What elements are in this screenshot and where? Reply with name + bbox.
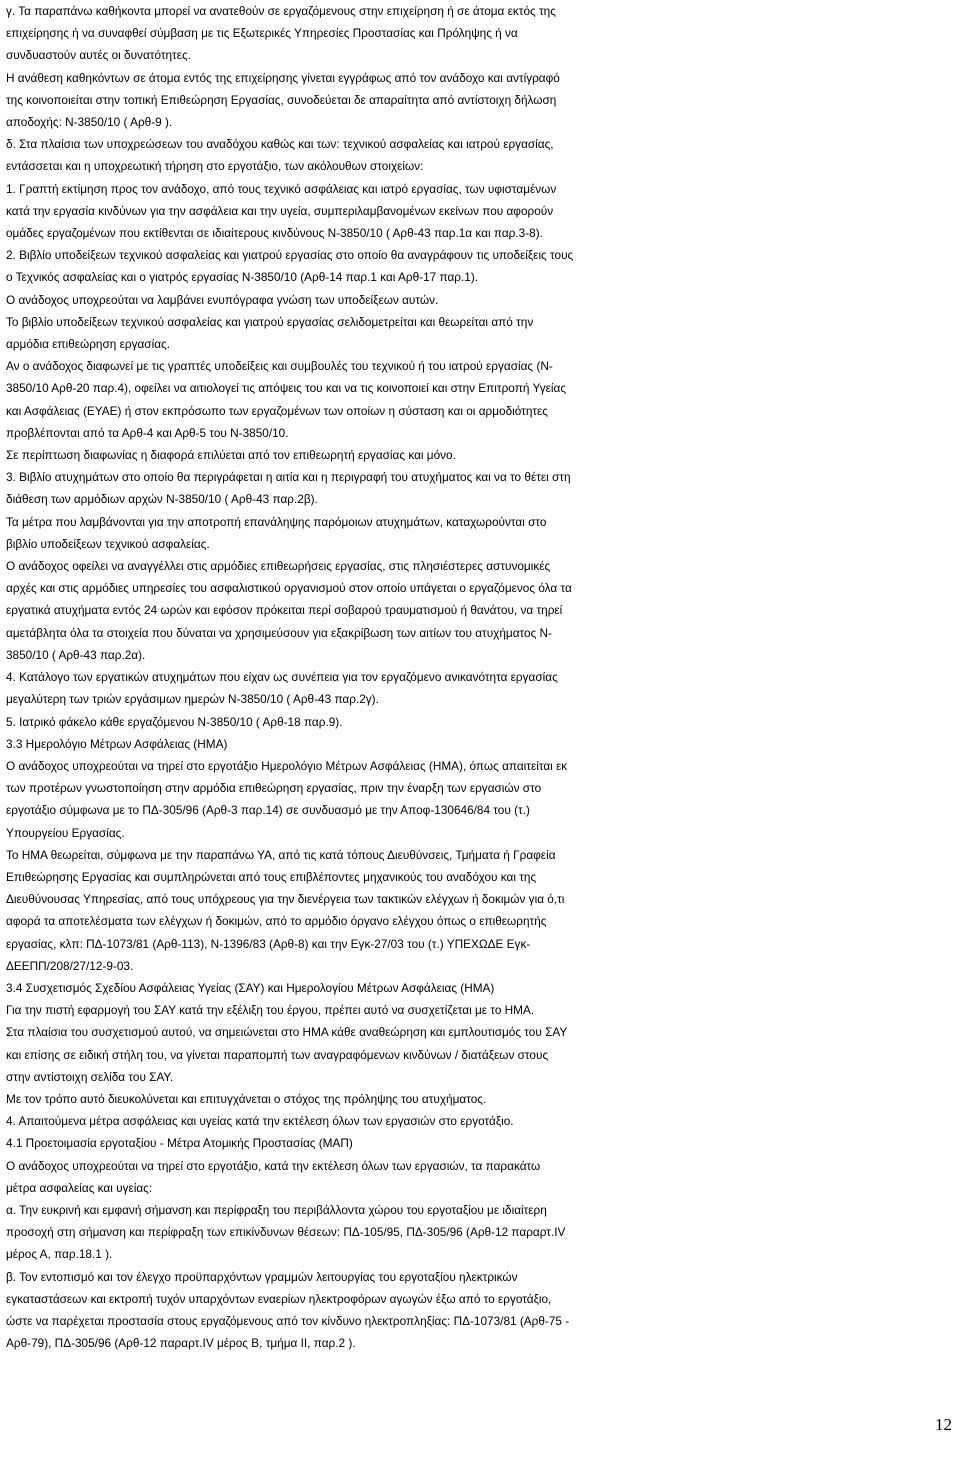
text-line: προσοχή στη σήμανση και περίφραξη των επικίνδυνων θέσεων: ΠΔ-105/95, ΠΔ-305/96 (Αρθ-12 παραρτ.IV — [6, 1225, 566, 1240]
text-line: Τα μέτρα που λαμβάνονται για την αποτροπή επανάληψης παρόμοιων ατυχημάτων, καταχωρούνται στο — [6, 514, 547, 529]
text-line: διάθεση των αρμόδιων αρχών Ν-3850/10 ( Αρθ-43 παρ.2β). — [6, 492, 318, 507]
text-line: Διευθύνουσας Υπηρεσίας, από τους υπόχρεους για την διενέργεια των τακτικών ελέγχων ή δοκιμών για ό,τι — [6, 892, 565, 907]
text-line: εργατικά ατυχήματα εντός 24 ωρών και εφόσον πρόκειται περί σοβαρού τραυματισμού ή θανάτου, να τηρεί — [6, 603, 563, 618]
text-line: Υπουργείου Εργασίας. — [6, 825, 125, 840]
text-line: αρχές και στις αρμόδιες υπηρεσίες του ασφαλιστικού οργανισμού στον οποίο υπάγεται ο εργαζόμενος όλα τα — [6, 581, 572, 596]
text-line: μέτρα ασφαλείας και υγείας: — [6, 1180, 153, 1195]
text-line: Η ανάθεση καθηκόντων σε άτομα εντός της επιχείρησης γίνεται εγγράφως από τον ανάδοχο και αντίγραφό — [6, 70, 560, 85]
text-line: ομάδες εργαζομένων που εκτίθενται σε ιδιαίτερους κινδύνους Ν-3850/10 ( Αρθ-43 παρ.1α και παρ.3-8). — [6, 226, 543, 241]
text-line: Με τον τρόπο αυτό διευκολύνεται και επιτυγχάνεται ο στόχος της πρόληψης του ατυχήματος. — [6, 1091, 487, 1106]
text-line: ΔΕΕΠΠ/208/27/12-9-03. — [6, 958, 134, 973]
text-line: στην αντίστοιχη σελίδα του ΣΑΥ. — [6, 1069, 174, 1084]
page-number: 12 — [935, 1415, 952, 1434]
text-line: αρμόδια επιθεώρηση εργασίας. — [6, 337, 170, 352]
text-line: εργασίας, κλπ: ΠΔ-1073/81 (Αρθ-113), Ν-1396/83 (Αρθ-8) και την Εγκ-27/03 του (τ.) ΥΠΕΧΩΔΕ Εγκ- — [6, 936, 531, 951]
text-line: προβλέπονται από τα Αρθ-4 και Αρθ-5 του Ν-3850/10. — [6, 425, 289, 440]
text-line: 3850/10 Αρθ-20 παρ.4), οφείλει να αιτιολογεί τις απόψεις του και να τις κοινοποιεί και στην Επιτροπή Υγείας — [6, 381, 567, 396]
text-line: δ. Στα πλαίσια των υποχρεώσεων του αναδόχου καθώς και των: τεχνικού ασφαλείας και ιατρού εργασίας, — [6, 137, 554, 152]
text-line: συνδυαστούν αυτές οι δυνατότητες. — [6, 48, 191, 63]
text-line: α. Την ευκρινή και εμφανή σήμανση και περίφραξη του περιβάλλοντα χώρου του εργοταξίου με ιδιαίτερη — [6, 1202, 547, 1217]
text-line: αμετάβλητα όλα τα στοιχεία που δύναται να χρησιμεύσουν για εξακρίβωση των αιτίων του ατυχήματος Ν- — [6, 625, 552, 640]
text-line: 3.4 Συσχετισμός Σχεδίου Ασφάλειας Υγείας (ΣΑΥ) και Ημερολογίου Μέτρων Ασφάλειας (ΗΜΑ) — [6, 980, 495, 995]
text-line: Επιθεώρησης Εργασίας και συμπληρώνεται από τους επιβλέποντες μηχανικούς του αναδόχου και της — [6, 869, 537, 884]
text-line: ο Τεχνικός ασφαλείας και ο γιατρός εργασίας Ν-3850/10 (Αρθ-14 παρ.1 και Αρθ-17 παρ.1). — [6, 270, 479, 285]
text-line: 3.3 Ημερολόγιο Μέτρων Ασφάλειας (ΗΜΑ) — [6, 736, 228, 751]
text-line: εντάσσεται και η υποχρεωτική τήρηση στο εργοτάξιο, των ακόλουθων στοιχείων: — [6, 159, 424, 174]
text-line: εργοτάξιο σύμφωνα με το ΠΔ-305/96 (Αρθ-3 παρ.14) σε συνδυασμό με την Αποφ-130646/84 του (τ.) — [6, 803, 530, 818]
text-line: 5. Ιατρικό φάκελο κάθε εργαζόμενου Ν-3850/10 ( Αρθ-18 παρ.9). — [6, 714, 343, 729]
text-line: β. Τον εντοπισμό και τον έλεγχο προϋπαρχόντων γραμμών λειτουργίας του εργοταξίου ηλεκτρικών — [6, 1269, 518, 1284]
text-line: κατά την εργασία κινδύνων για την ασφάλεια και την υγεία, συμπεριλαμβανομένων εκείνων που αφορούν — [6, 203, 554, 218]
text-line: 2. Βιβλίο υποδείξεων τεχνικού ασφαλείας και γιατρού εργασίας στο οποίο θα αναγράφουν τις υποδείξεις τους — [6, 248, 574, 263]
text-line: Ο ανάδοχος υποχρεούται να λαμβάνει ενυπόγραφα γνώση των υποδείξεων αυτών. — [6, 292, 439, 307]
document-page — [6, 0, 956, 1354]
text-line: ώστε να παρέχεται προστασία στους εργαζόμενους από τον κίνδυνο ηλεκτροπληξίας: ΠΔ-1073/81 (Αρθ-75 - — [6, 1313, 570, 1328]
text-line: Αρθ-79), ΠΔ-305/96 (Αρθ-12 παραρτ.IV μέρος Β, τμήμα ΙΙ, παρ.2 ). — [6, 1336, 356, 1351]
text-line: Ο ανάδοχος υποχρεούται να τηρεί στο εργοτάξιο Ημερολόγιο Μέτρων Ασφάλειας (ΗΜΑ), όπως απαιτείται εκ — [6, 758, 568, 773]
text-line: 4. Κατάλογο των εργατικών ατυχημάτων που είχαν ως συνέπεια για τον εργαζόμενο ανικανότητα εργασίας — [6, 670, 558, 685]
text-line: Αν ο ανάδοχος διαφωνεί με τις γραπτές υποδείξεις και συμβουλές του τεχνικού ή του ιατρού εργασίας (Ν- — [6, 359, 553, 374]
text-line: αφορά τα αποτελέσματα των ελέγχων ή δοκιμών, από το αρμόδιο όργανο ελέγχου όπως ο επιθεωρητής — [6, 914, 547, 929]
text-line: επιχείρησης ή να συναφθεί σύμβαση με τις Εξωτερικές Υπηρεσίες Προστασίας και Πρόληψης ή να — [6, 26, 518, 41]
text-line: Στα πλαίσια του συσχετισμού αυτού, να σημειώνεται στο ΗΜΑ κάθε αναθεώρηση και εμπλουτισμός του ΣΑΥ — [6, 1025, 568, 1040]
text-line: Ο ανάδοχος υποχρεούται να τηρεί στο εργοτάξιο, κατά την εκτέλεση όλων των εργασιών, τα παρακάτω — [6, 1158, 541, 1173]
text-line: και επίσης σε ειδική στήλη του, να γίνεται παραπομπή των αναγραφόμενων κινδύνων / διατάξεων στους — [6, 1047, 549, 1062]
text-line: 1. Γραπτή εκτίμηση προς τον ανάδοχο, από τους τεχνικό ασφάλειας και ιατρό εργασίας, των υφισταμένων — [6, 181, 557, 196]
text-line: 4. Απαιτούμενα μέτρα ασφάλειας και υγείας κατά την εκτέλεση όλων των εργασιών στο εργοτάξιο. — [6, 1114, 514, 1129]
text-line: αποδοχής: Ν-3850/10 ( Αρθ-9 ). — [6, 115, 173, 130]
text-line: Ο ανάδοχος οφείλει να αναγγέλλει στις αρμόδιες επιθεωρήσεις εργασίας, στις πλησιέστερες αστυνομικές — [6, 559, 551, 574]
text-line: βιβλίο υποδείξεων τεχνικού ασφαλείας. — [6, 536, 210, 551]
text-line: των προτέρων γνωστοποίηση στην αρμόδια επιθεώρηση εργασίας, πριν την έναρξη των εργασιών στο — [6, 781, 542, 796]
text-line: μέρος Α, παρ.18.1 ). — [6, 1247, 113, 1262]
text-line: 4.1 Προετοιμασία εργοταξίου - Μέτρα Ατομικής Προστασίας (ΜΑΠ) — [6, 1136, 353, 1151]
text-line: γ. Τα παραπάνω καθήκοντα μπορεί να ανατεθούν σε εργαζόμενους στην επιχείρηση ή σε άτομα εκτός της — [6, 4, 556, 18]
text-line: Το ΗΜΑ θεωρείται, σύμφωνα με την παραπάνω ΥΑ, από τις κατά τόπους Διευθύνσεις, Τμήματα ή Γραφεία — [6, 847, 556, 862]
text-line: και Ασφάλειας (ΕΥΑΕ) ή στον εκπρόσωπο των εργαζομένων των οποίων η σύσταση και οι αρμοδιότητες — [6, 403, 548, 418]
text-line: 3. Βιβλίο ατυχημάτων στο οποίο θα περιγράφεται η αιτία και η περιγραφή του ατυχήματος και να το θέτει στη — [6, 470, 571, 485]
text-line: της κοινοποιείται στην τοπική Επιθεώρηση Εργασίας, συνοδεύεται δε απαραίτητα από αντίστοιχη δήλωση — [6, 92, 557, 107]
text-line: μεγαλύτερη των τριών εργάσιμων ημερών Ν-3850/10 ( Αρθ-43 παρ.2γ). — [6, 692, 379, 707]
text-line: 3850/10 ( Αρθ-43 παρ.2α). — [6, 647, 146, 662]
text-line: Σε περίπτωση διαφωνίας η διαφορά επιλύεται από τον επιθεωρητή εργασίας και μόνο. — [6, 448, 456, 463]
text-line: εγκαταστάσεων και εκτροπή τυχόν υπαρχόντων εναερίων ηλεκτροφόρων αγωγών έξω από το εργοτάξιο, — [6, 1291, 552, 1306]
text-line: Για την πιστή εφαρμογή του ΣΑΥ κατά την εξέλιξη του έργου, πρέπει αυτό να συσχετίζεται με το ΗΜΑ. — [6, 1003, 535, 1018]
text-line: Το βιβλίο υποδείξεων τεχνικού ασφαλείας και γιατρού εργασίας σελιδομετρείται και θεωρείται από την — [6, 314, 534, 329]
